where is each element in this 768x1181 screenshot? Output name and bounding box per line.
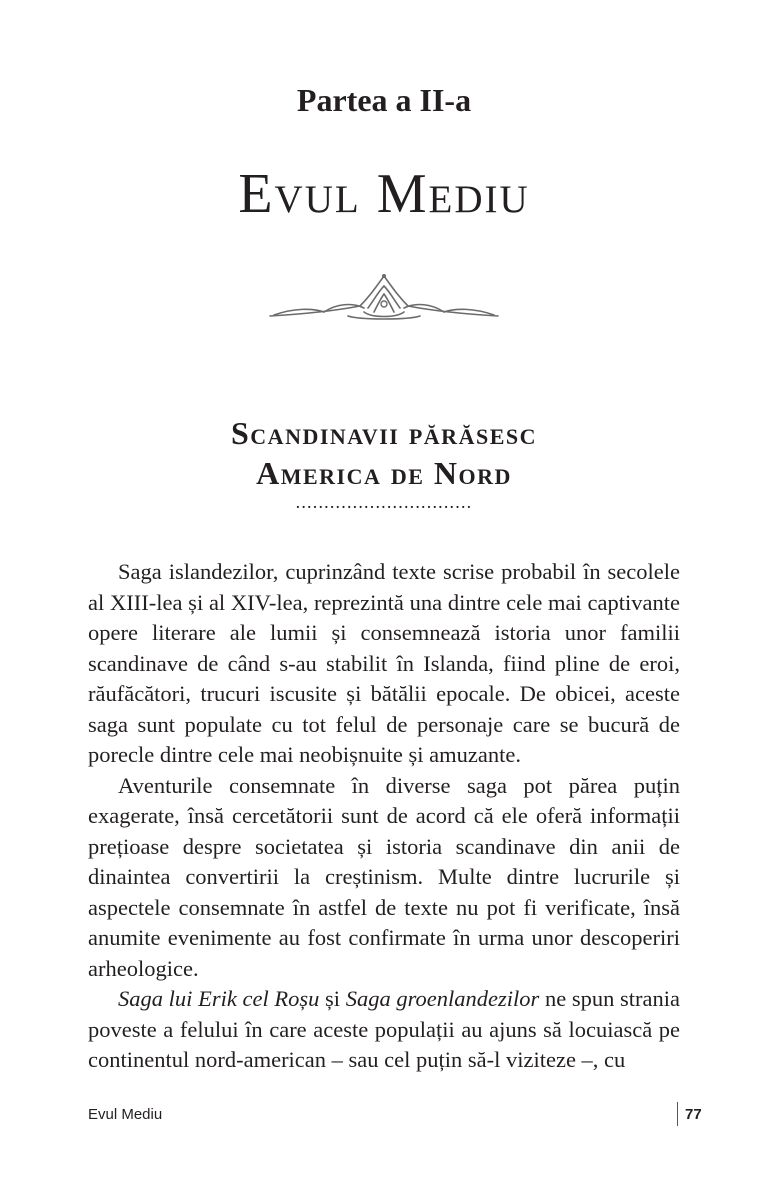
book-title-groenlandezilor: Saga groenlandezilor: [345, 986, 540, 1011]
chapter-title-line-1: Scandinavii părăsesc: [231, 415, 537, 451]
paragraph-3-rest: ne spun strania poveste a felului în care aceste populații au ajuns să locuiască pe continentul nord-american – sau cel puțin să-l viziteze –, cu: [88, 986, 681, 1072]
section-title: Evul Mediu: [238, 163, 530, 225]
running-footer-section: Evul Mediu: [88, 1106, 163, 1123]
ornament-flourish: [264, 268, 504, 324]
chapter-title-line-2: America de Nord: [256, 455, 512, 491]
dotted-separator: ...............................: [295, 494, 473, 510]
paragraph-2: Aventurile consemnate în diverse saga pot părea puțin exagerate, însă cercetătorii sunt de acord că ele oferă informații prețioase despre societatea și istoria scandinave din anii de dinaintea convertirii la creștinism. Multe dintre lucrurile și aspectele consemnate în astfel de texte nu pot fi verificate, însă anumite evenimente au fost confirmate în urma unor descoperiri arheologice.: [88, 772, 680, 981]
part-heading: Partea a II-a: [296, 82, 472, 118]
chapter-title: [0, 413, 768, 493]
page-number: 77: [685, 1106, 702, 1123]
paragraph-1: Saga islandezilor, cuprinzând texte scrise probabil în secolele al XIII-lea și al XIV-lea, reprezintă una dintre cele mai captivante opere literare ale lumii și consemnează istoria unor familii scandinave de când s-au stabilit în Islanda, fiind pline de eroi, răufăcători, trucuri iscusite și bătălii epocale. De obicei, aceste saga sunt populate cu tot felul de personaje care se bucură de porecle dintre cele mai neobișnuite și amuzante.: [88, 559, 680, 767]
footer-divider: [677, 1102, 678, 1126]
conjunction: și: [319, 986, 346, 1011]
paragraph-3: [88, 984, 680, 1076]
book-title-erik: Saga lui Erik cel Roșu: [118, 986, 320, 1011]
body-text: [88, 557, 680, 1076]
